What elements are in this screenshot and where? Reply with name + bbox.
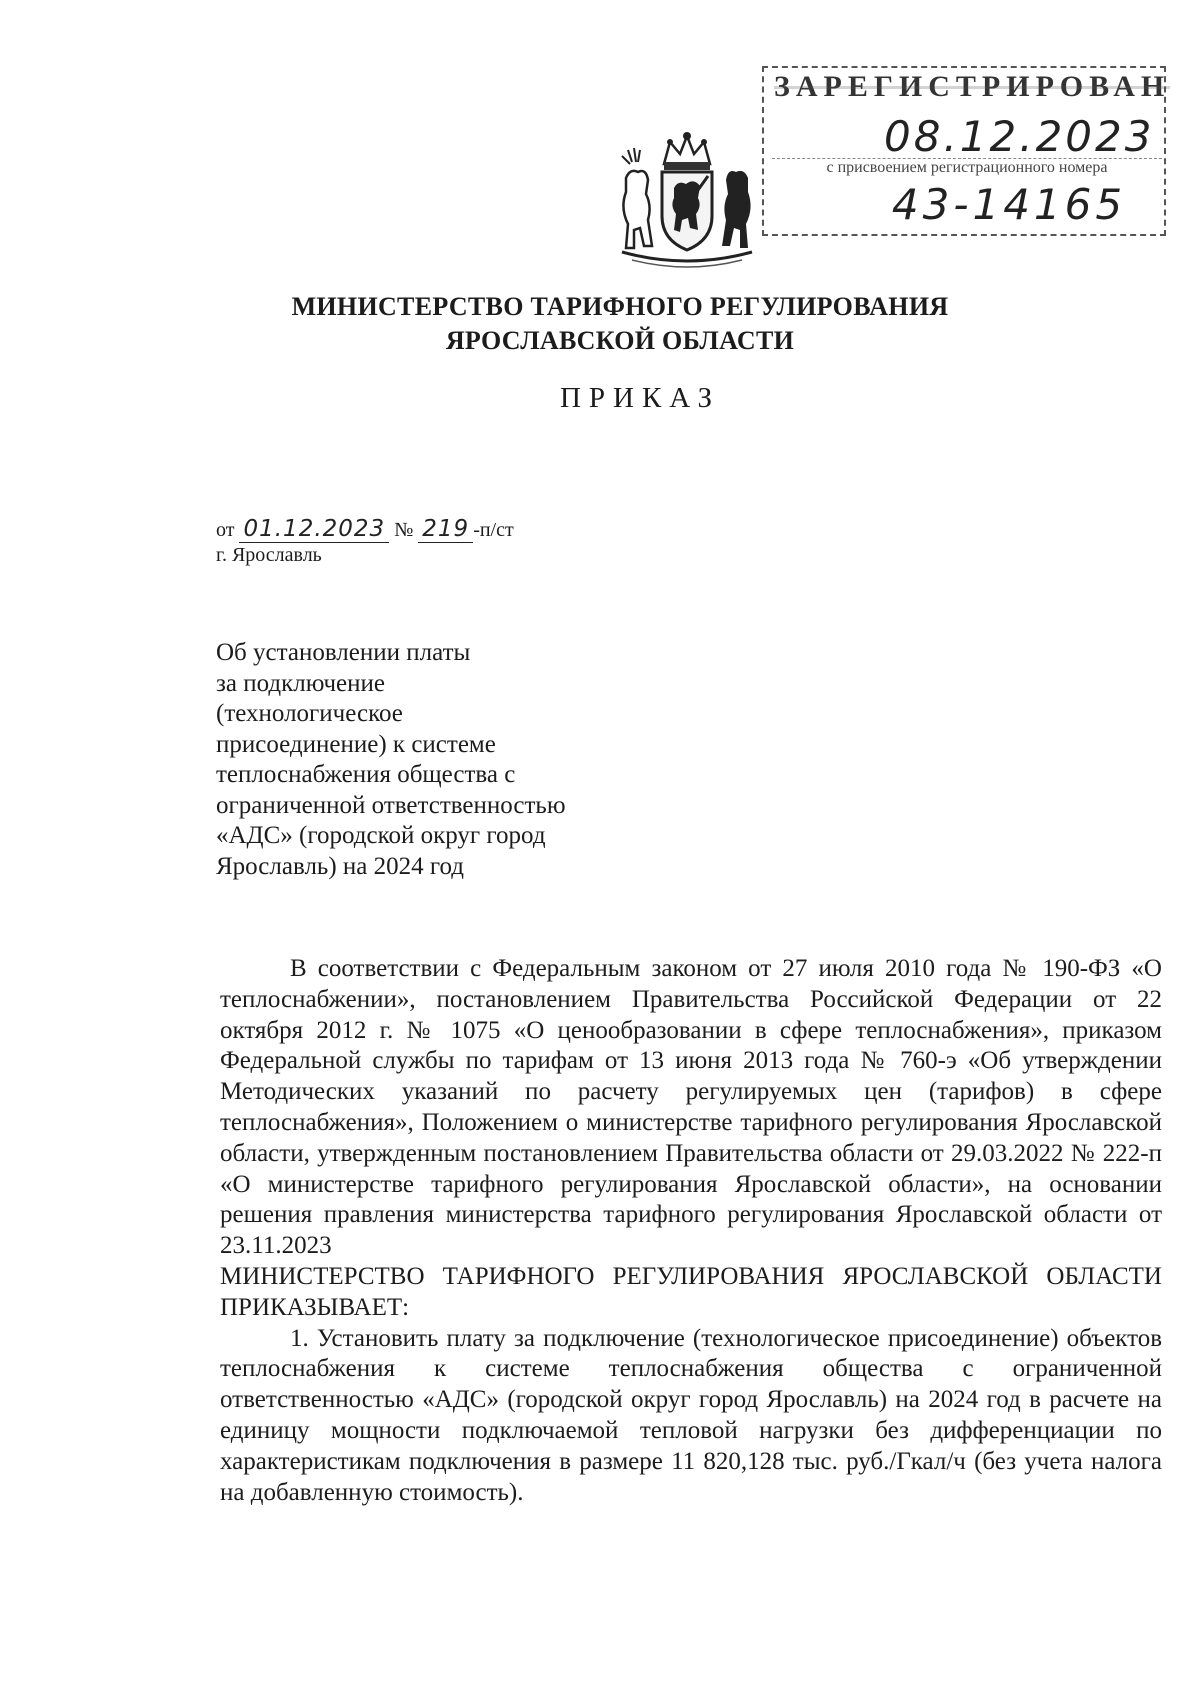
yaroslavl-oblast-coat-of-arms-icon (612, 128, 762, 270)
order-date: 01.12.2023 (239, 516, 389, 543)
order-number: 219 (418, 516, 473, 543)
item-1-paragraph: 1. Установить плату за подключение (технологическое присоединение) объектов теплоснабжения к системе теплоснабжения общества с ограниченной ответственностью «АДС» (городской округ город Ярославль) на 2024 год в расчете на единицу мощности подключаемой тепловой нагрузки без дифференциации по характеристикам подключения в размере 11 820,128 тыс. руб./Гкал/ч (без учета налога на добавленную стоимость). (220, 1324, 1162, 1506)
preamble-paragraph: В соответствии с Федеральным законом от 27 июля 2010 года № 190-ФЗ «О теплоснабжении», постановлением Правительства Российской Федерации от 22 октября 2012 г. № 1075 «О ценообразовании в сфере теплоснабжения», приказом Федеральной службы по тарифам от 13 июня 2013 года № 760-э «Об утверждении Методических указаний по расчету регулируемых цен (тарифов) в сфере теплоснабжения», Положением о министерстве тарифного регулирования Ярославской области, утвержденным постановлением Правительства области от 29.03.2022 № 222-п «О министерстве тарифного регулирования Ярославской области», на основании решения правления министерства тарифного регулирования Ярославской области от 23.11.2023 (220, 955, 1162, 1260)
decree-paragraph: МИНИСТЕРСТВО ТАРИФНОГО РЕГУЛИРОВАНИЯ ЯРОСЛАВСКОЙ ОБЛАСТИ ПРИКАЗЫВАЕТ: (220, 1262, 1162, 1321)
stamp-registration-number: 43-14165 (891, 180, 1127, 229)
order-number-suffix: -п/ст (473, 519, 514, 541)
ministry-name-line-2: ЯРОСЛАВСКОЙ ОБЛАСТИ (445, 326, 795, 355)
subject-line: за подключение (216, 669, 385, 697)
registration-stamp (762, 66, 1171, 236)
subject-line: Об установлении платы (216, 639, 471, 666)
subject-line: присоединение) к системе (216, 730, 496, 758)
document-type: ПРИКАЗ (559, 382, 721, 414)
order-number-sign: № (394, 519, 414, 541)
order-body (220, 954, 1162, 1508)
subject-line: ограниченной ответственностью (216, 791, 566, 819)
order-city: г. Ярославль (216, 544, 322, 566)
order-subject (216, 638, 636, 882)
stamp-registration-date: 08.12.2023 (884, 112, 1155, 161)
stamp-caption: с присвоением регистрационного номера (772, 158, 1162, 177)
ministry-name-line-1: МИНИСТЕРСТВО ТАРИФНОГО РЕГУЛИРОВАНИЯ (291, 292, 949, 321)
stamp-title: ЗАРЕГИСТРИРОВАН (774, 70, 1171, 103)
subject-line: (технологическое (216, 700, 403, 727)
subject-line: «АДС» (городской округ город (216, 822, 546, 849)
subject-line: Ярославль) на 2024 год (216, 852, 464, 880)
order-from-prefix: от (216, 519, 235, 541)
subject-line: теплоснабжения общества с (216, 761, 516, 788)
order-date-number-line (216, 516, 514, 542)
ministry-name (220, 290, 1020, 358)
